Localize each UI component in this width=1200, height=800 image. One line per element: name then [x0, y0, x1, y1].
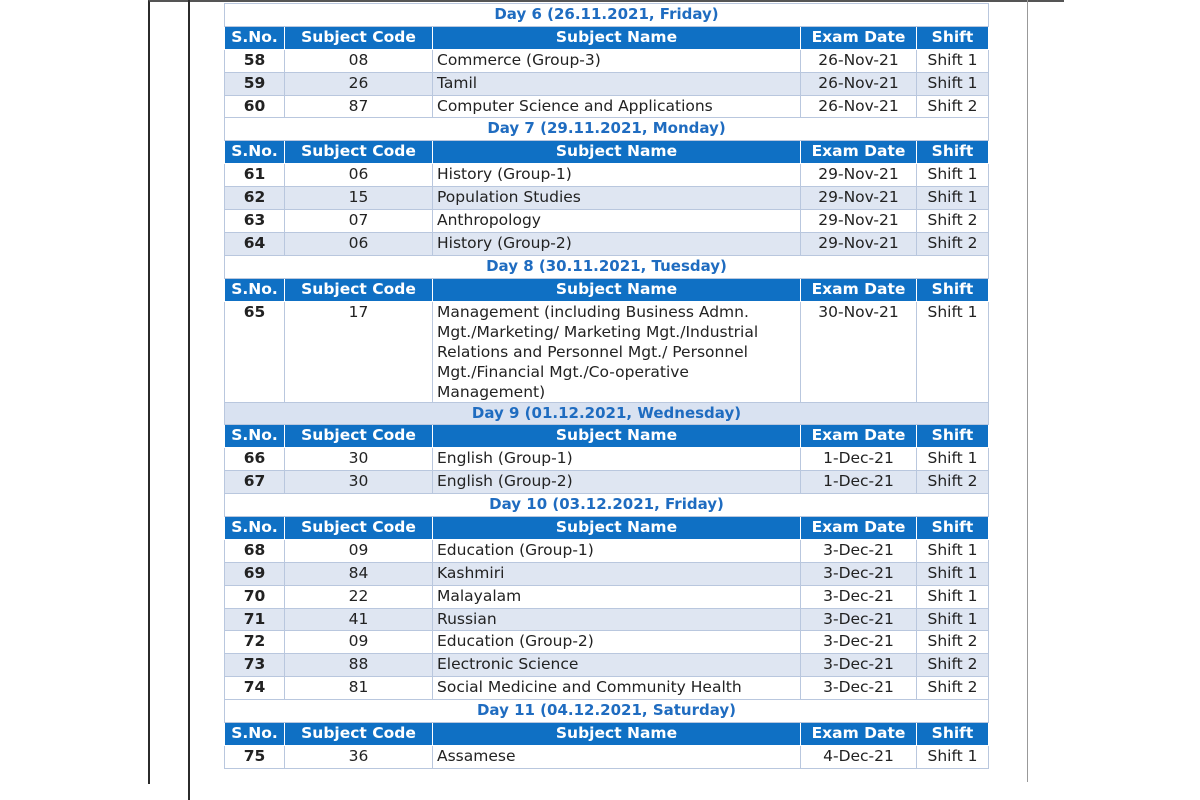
serial-number: 62: [225, 187, 285, 210]
day-title: Day 7 (29.11.2021, Monday): [225, 118, 989, 141]
subject-name: Electronic Science: [433, 654, 801, 677]
subject-code: 17: [285, 301, 433, 402]
table-row: [225, 301, 989, 402]
subject-code: 41: [285, 608, 433, 631]
table-row: [225, 95, 989, 118]
day-header-row: [225, 402, 989, 425]
exam-date-header: Exam Date: [801, 517, 917, 540]
exam-date: 26-Nov-21: [801, 72, 917, 95]
exam-date: 1-Dec-21: [801, 448, 917, 471]
exam-date: 26-Nov-21: [801, 95, 917, 118]
exam-date: 3-Dec-21: [801, 608, 917, 631]
subject-name-header: Subject Name: [433, 141, 801, 164]
exam-date: 29-Nov-21: [801, 210, 917, 233]
subject-code: 30: [285, 448, 433, 471]
subject-name: History (Group-1): [433, 164, 801, 187]
table-row: [225, 608, 989, 631]
subject-code: 81: [285, 677, 433, 700]
table-row: [225, 654, 989, 677]
shift: Shift 1: [917, 72, 989, 95]
exam-date: 3-Dec-21: [801, 562, 917, 585]
shift: Shift 1: [917, 448, 989, 471]
subject-code: 22: [285, 585, 433, 608]
table-row: [225, 448, 989, 471]
sno-header: S.No.: [225, 26, 285, 49]
subject-name-header: Subject Name: [433, 723, 801, 746]
table-row: [225, 745, 989, 768]
table-row: [225, 49, 989, 72]
subject-name: Computer Science and Applications: [433, 95, 801, 118]
subject-code: 15: [285, 187, 433, 210]
shift-header: Shift: [917, 141, 989, 164]
subject-code: 06: [285, 232, 433, 255]
table-row: [225, 164, 989, 187]
subject-name-header: Subject Name: [433, 26, 801, 49]
serial-number: 70: [225, 585, 285, 608]
exam-date-header: Exam Date: [801, 723, 917, 746]
serial-number: 69: [225, 562, 285, 585]
subject-code: 30: [285, 471, 433, 494]
serial-number: 58: [225, 49, 285, 72]
exam-date-header: Exam Date: [801, 26, 917, 49]
column-header-row: [225, 517, 989, 540]
exam-date-header: Exam Date: [801, 425, 917, 448]
shift-header: Shift: [917, 723, 989, 746]
table-row: [225, 677, 989, 700]
shift: Shift 1: [917, 49, 989, 72]
column-header-row: [225, 723, 989, 746]
day-title: Day 11 (04.12.2021, Saturday): [225, 700, 989, 723]
subject-name-header: Subject Name: [433, 517, 801, 540]
serial-number: 64: [225, 232, 285, 255]
exam-date: 3-Dec-21: [801, 654, 917, 677]
serial-number: 73: [225, 654, 285, 677]
shift: Shift 2: [917, 232, 989, 255]
subject-name: Education (Group-1): [433, 539, 801, 562]
serial-number: 67: [225, 471, 285, 494]
sno-header: S.No.: [225, 141, 285, 164]
subject-code: 36: [285, 745, 433, 768]
sno-header: S.No.: [225, 425, 285, 448]
serial-number: 72: [225, 631, 285, 654]
table-row: [225, 210, 989, 233]
exam-date: 29-Nov-21: [801, 164, 917, 187]
page-margin-line: [188, 0, 190, 800]
serial-number: 63: [225, 210, 285, 233]
exam-date: 30-Nov-21: [801, 301, 917, 402]
exam-date: 3-Dec-21: [801, 677, 917, 700]
subject-name: Management (including Business Admn. Mgt./Marketing/ Marketing Mgt./Industrial Relations and Personnel Mgt./ Personnel Mgt./Financial Mgt./Co-operative Management): [433, 301, 801, 402]
exam-date: 29-Nov-21: [801, 187, 917, 210]
day-header-row: [225, 255, 989, 278]
day-header-row: [225, 700, 989, 723]
shift-header: Shift: [917, 278, 989, 301]
serial-number: 60: [225, 95, 285, 118]
subject-code: 87: [285, 95, 433, 118]
exam-schedule-body: [225, 4, 989, 769]
table-row: [225, 187, 989, 210]
subject-code: 88: [285, 654, 433, 677]
subject-code-header: Subject Code: [285, 26, 433, 49]
exam-date-header: Exam Date: [801, 141, 917, 164]
subject-name: Education (Group-2): [433, 631, 801, 654]
subject-code: 06: [285, 164, 433, 187]
subject-name: Assamese: [433, 745, 801, 768]
exam-date: 29-Nov-21: [801, 232, 917, 255]
subject-code-header: Subject Code: [285, 517, 433, 540]
serial-number: 65: [225, 301, 285, 402]
table-row: [225, 471, 989, 494]
shift: Shift 2: [917, 631, 989, 654]
exam-date: 3-Dec-21: [801, 585, 917, 608]
sno-header: S.No.: [225, 517, 285, 540]
shift: Shift 1: [917, 562, 989, 585]
table-row: [225, 631, 989, 654]
subject-code: 84: [285, 562, 433, 585]
exam-date: 1-Dec-21: [801, 471, 917, 494]
exam-date-header: Exam Date: [801, 278, 917, 301]
day-header-row: [225, 494, 989, 517]
shift: Shift 1: [917, 745, 989, 768]
serial-number: 71: [225, 608, 285, 631]
subject-code: 26: [285, 72, 433, 95]
shift: Shift 1: [917, 539, 989, 562]
column-header-row: [225, 26, 989, 49]
sno-header: S.No.: [225, 278, 285, 301]
serial-number: 61: [225, 164, 285, 187]
shift: Shift 2: [917, 677, 989, 700]
subject-code-header: Subject Code: [285, 723, 433, 746]
shift: Shift 2: [917, 471, 989, 494]
exam-date: 26-Nov-21: [801, 49, 917, 72]
page-right-edge: [1027, 0, 1028, 782]
exam-date: 4-Dec-21: [801, 745, 917, 768]
serial-number: 75: [225, 745, 285, 768]
day-title: Day 6 (26.11.2021, Friday): [225, 4, 989, 27]
serial-number: 68: [225, 539, 285, 562]
shift: Shift 1: [917, 608, 989, 631]
subject-name: Tamil: [433, 72, 801, 95]
sno-header: S.No.: [225, 723, 285, 746]
exam-date: 3-Dec-21: [801, 631, 917, 654]
subject-code-header: Subject Code: [285, 278, 433, 301]
subject-name: History (Group-2): [433, 232, 801, 255]
shift-header: Shift: [917, 26, 989, 49]
table-row: [225, 72, 989, 95]
subject-name: Malayalam: [433, 585, 801, 608]
shift-header: Shift: [917, 517, 989, 540]
day-title: Day 10 (03.12.2021, Friday): [225, 494, 989, 517]
table-row: [225, 539, 989, 562]
exam-schedule-table: [224, 3, 989, 769]
subject-name: Anthropology: [433, 210, 801, 233]
subject-name: English (Group-2): [433, 471, 801, 494]
table-row: [225, 562, 989, 585]
column-header-row: [225, 278, 989, 301]
shift: Shift 2: [917, 95, 989, 118]
table-row: [225, 585, 989, 608]
shift: Shift 1: [917, 187, 989, 210]
shift: Shift 2: [917, 654, 989, 677]
subject-code: 07: [285, 210, 433, 233]
serial-number: 66: [225, 448, 285, 471]
subject-name: Kashmiri: [433, 562, 801, 585]
subject-code-header: Subject Code: [285, 425, 433, 448]
subject-name: Population Studies: [433, 187, 801, 210]
subject-code-header: Subject Code: [285, 141, 433, 164]
subject-name: Commerce (Group-3): [433, 49, 801, 72]
shift-header: Shift: [917, 425, 989, 448]
day-header-row: [225, 118, 989, 141]
serial-number: 59: [225, 72, 285, 95]
shift: Shift 1: [917, 164, 989, 187]
subject-name: English (Group-1): [433, 448, 801, 471]
exam-date: 3-Dec-21: [801, 539, 917, 562]
subject-code: 08: [285, 49, 433, 72]
subject-name-header: Subject Name: [433, 278, 801, 301]
subject-name: Russian: [433, 608, 801, 631]
subject-name: Social Medicine and Community Health: [433, 677, 801, 700]
subject-code: 09: [285, 539, 433, 562]
shift: Shift 2: [917, 210, 989, 233]
day-header-row: [225, 4, 989, 27]
serial-number: 74: [225, 677, 285, 700]
column-header-row: [225, 425, 989, 448]
shift: Shift 1: [917, 585, 989, 608]
subject-name-header: Subject Name: [433, 425, 801, 448]
day-title: Day 8 (30.11.2021, Tuesday): [225, 255, 989, 278]
column-header-row: [225, 141, 989, 164]
subject-code: 09: [285, 631, 433, 654]
shift: Shift 1: [917, 301, 989, 402]
day-title: Day 9 (01.12.2021, Wednesday): [225, 402, 989, 425]
table-row: [225, 232, 989, 255]
